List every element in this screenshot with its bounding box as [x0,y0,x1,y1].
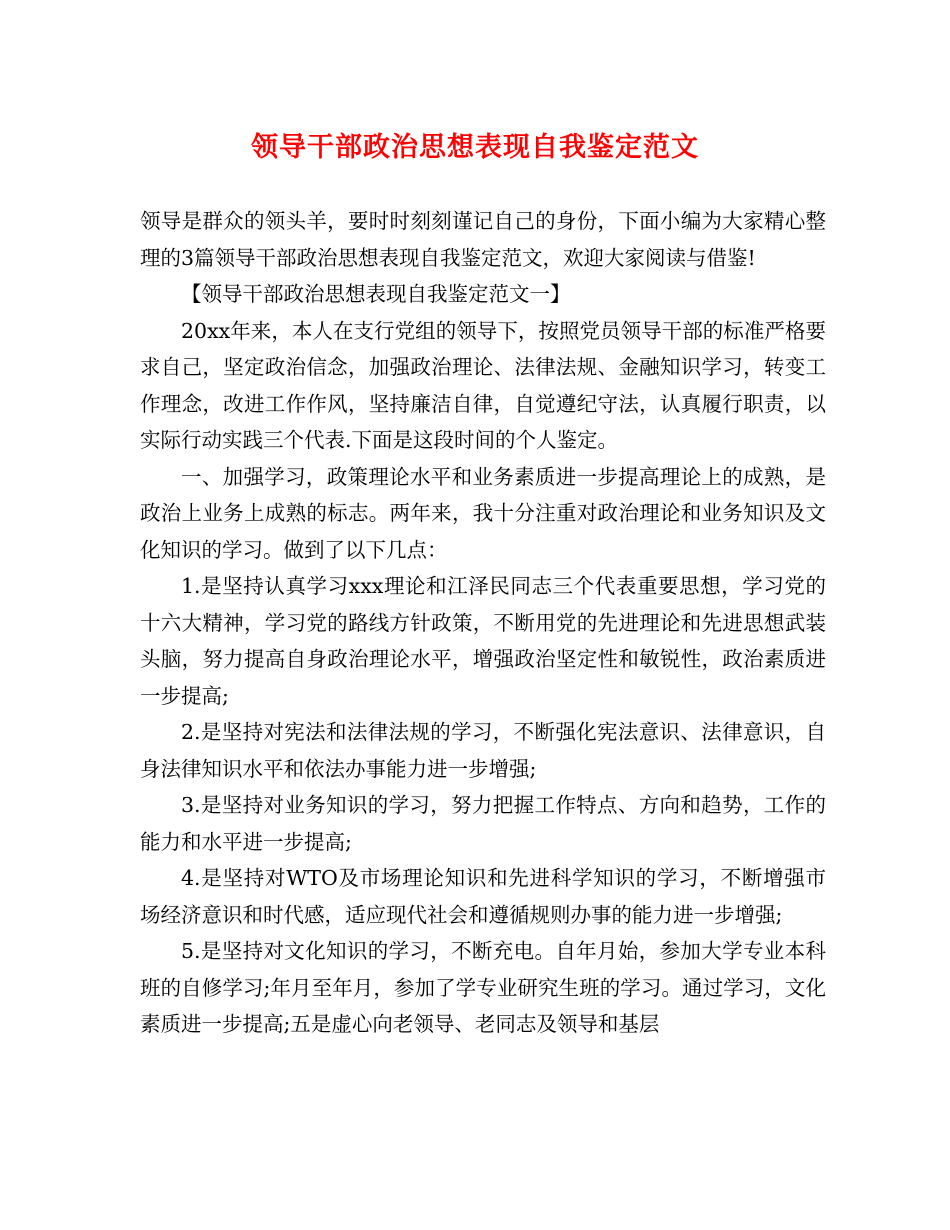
list-item: 2.是坚持对宪法和法律法规的学习，不断强化宪法意识、法律意识，自身法律知识水平和依法办事能力进一步增强; [140,720,826,781]
list-item: 1.是坚持认真学习xxx理论和江泽民同志三个代表重要思想，学习党的十六大精神，学习党的路线方针政策，不断用党的先进理论和先进思想武装头脑，努力提高自身政治理论水平，增强政治坚定性和敏锐性，政治素质进一步提高; [140,574,826,708]
document-body [140,203,826,1043]
list-item: 3.是坚持对业务知识的学习，努力把握工作特点、方向和趋势，工作的能力和水平进一步提高; [140,793,826,854]
list-item: 5.是坚持对文化知识的学习，不断充电。自年月始，参加大学专业本科班的自修学习;年月至年月，参加了学专业研究生班的学习。通过学习，文化素质进一步提高;五是虚心向老领导、老同志及领导和基层 [140,939,826,1036]
body-paragraph: 一、加强学习，政策理论水平和业务素质进一步提高理论上的成熟，是政治上业务上成熟的标志。两年来，我十分注重对政治理论和业务知识及文化知识的学习。做到了以下几点： [140,464,826,562]
list-item: 4.是坚持对WTO及市场理论知识和先进科学知识的学习，不断增强市场经济意识和时代感，适应现代社会和遵循规则办事的能力进一步增强; [140,866,826,927]
body-paragraph: 20xx年来，本人在支行党组的领导下，按照党员领导干部的标准严格要求自己，坚定政治信念，加强政治理论、法律法规、金融知识学习，转变工作理念，改进工作作风，坚持廉洁自律，自觉遵纪守法，认真履行职责，以实际行动实践三个代表.下面是这段时间的个人鉴定。 [140,318,826,452]
intro-paragraph: 领导是群众的领头羊，要时时刻刻谨记自己的身份，下面小编为大家精心整理的3篇领导干部政治思想表现自我鉴定范文，欢迎大家阅读与借鉴! [140,209,826,270]
document-title: 领导干部政治思想表现自我鉴定范文 [251,132,699,163]
section-heading: 【领导干部政治思想表现自我鉴定范文一】 [181,282,571,306]
